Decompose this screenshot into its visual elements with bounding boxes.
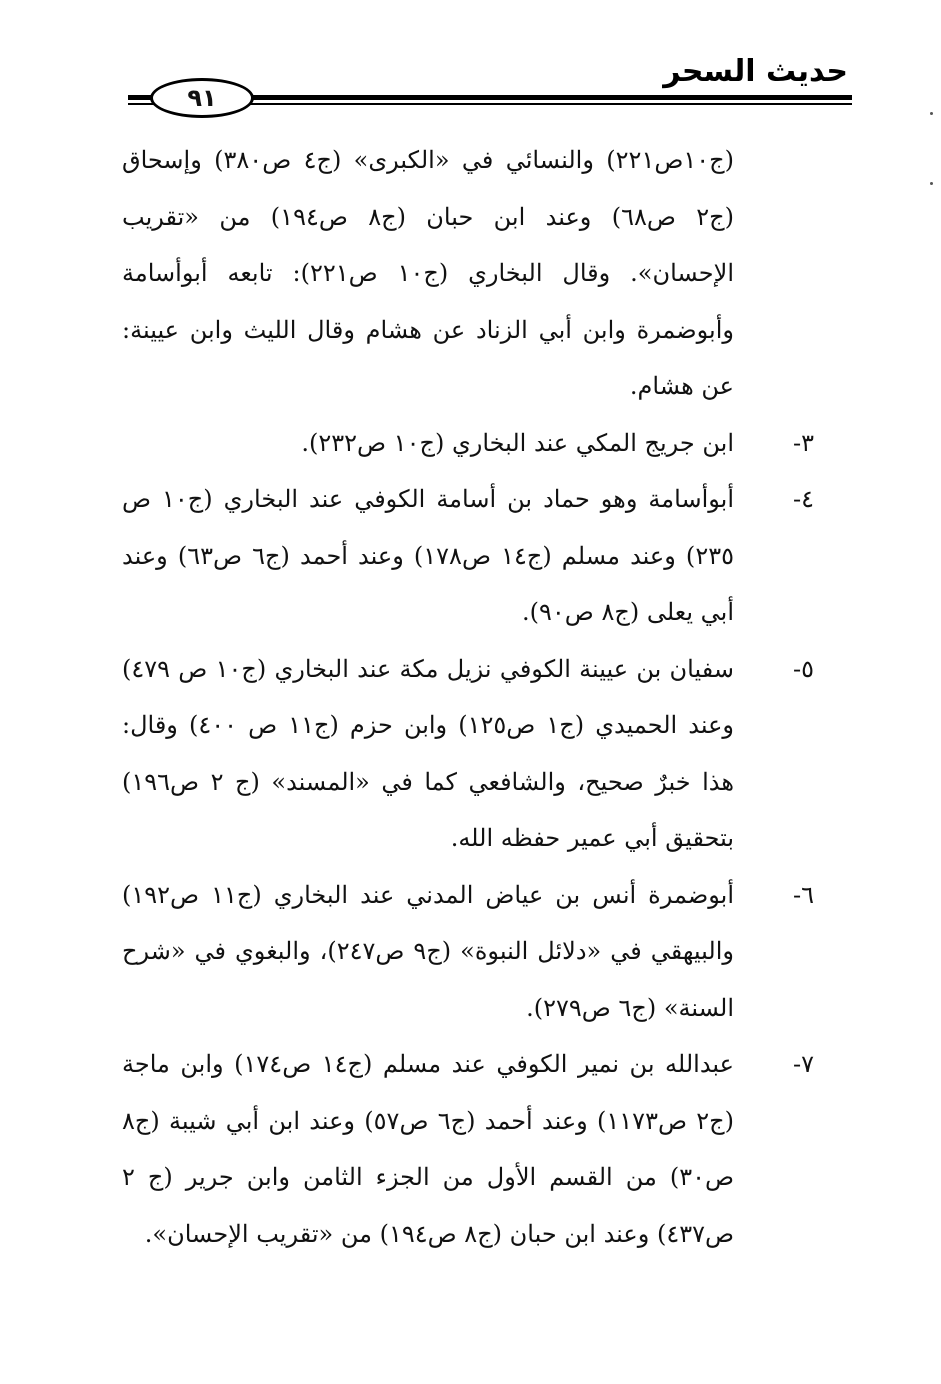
list-item	[122, 641, 842, 867]
item-text: أبوأسامة وهو حماد بن أسامة الكوفي عند البخاري (ج١٠ ص ٢٣٥) وعند مسلم (ج١٤ ص١٧٨) وعند أحمد (ج٦ ص٦٣) وعند أبي يعلى (ج٨ ص٩٠).	[122, 485, 734, 626]
margin-mark	[930, 182, 933, 185]
intro-paragraph: (ج١٠ص٢٢١) والنسائي في «الكبرى» (ج٤ ص٣٨٠) وإسحاق (ج٢ ص٦٨) وعند ابن حبان (ج٨ ص١٩٤) من «تقريب الإحسان». وقال البخاري (ج١٠ ص٢٢١): تابعه أبوأسامة وأبوضمرة وابن أبي الزناد عن هشام وقال الليث وابن عيينة: عن هشام.	[122, 146, 734, 400]
page-body	[122, 132, 842, 1262]
item-text: عبدالله بن نمير الكوفي عند مسلم (ج١٤ ص١٧٤) وابن ماجة (ج٢ ص١١٧٣) وعند أحمد (ج٦ ص٥٧) وعند ابن أبي شيبة (ج٨ ص٣٠) من القسم الأول من الجزء الثامن وابن جرير (ج ٢ ص٤٣٧) وعند ابن حبان (ج٨ ص١٩٤) من «تقريب الإحسان».	[122, 1050, 734, 1248]
list-item	[122, 415, 842, 472]
margin-mark	[930, 112, 933, 115]
item-text: سفيان بن عيينة الكوفي نزيل مكة عند البخاري (ج١٠ ص ٤٧٩) وعند الحميدي (ج١ ص١٢٥) وابن حزم (ج١١ ص ٤٠٠) وقال: هذا خبرٌ صحيح، والشافعي كما في «المسند» (ج ٢ ص١٩٦) بتحقيق أبي عمير حفظه الله.	[122, 654, 735, 852]
book-title: حديث السحر	[663, 54, 848, 89]
item-text: ابن جريج المكي عند البخاري (ج١٠ ص٢٣٢).	[301, 428, 734, 457]
item-number: ٧-	[793, 1050, 814, 1078]
item-text: أبوضمرة أنس بن عياض المدني عند البخاري (ج١١ ص١٩٢) والبيهقي في «دلائل النبوة» (ج٩ ص٢٤٧)، والبغوي في «شرح السنة» (ج٦ ص٢٧٩).	[122, 880, 734, 1022]
list-item	[122, 471, 842, 641]
list-item	[122, 1036, 842, 1262]
item-number: ٤-	[793, 485, 814, 513]
list-item	[122, 867, 842, 1037]
item-number: ٥-	[793, 654, 814, 683]
item-number: ٣-	[793, 428, 814, 457]
item-number: ٦-	[793, 880, 814, 909]
page-header	[120, 48, 852, 112]
page-number: ٩١	[150, 78, 254, 118]
